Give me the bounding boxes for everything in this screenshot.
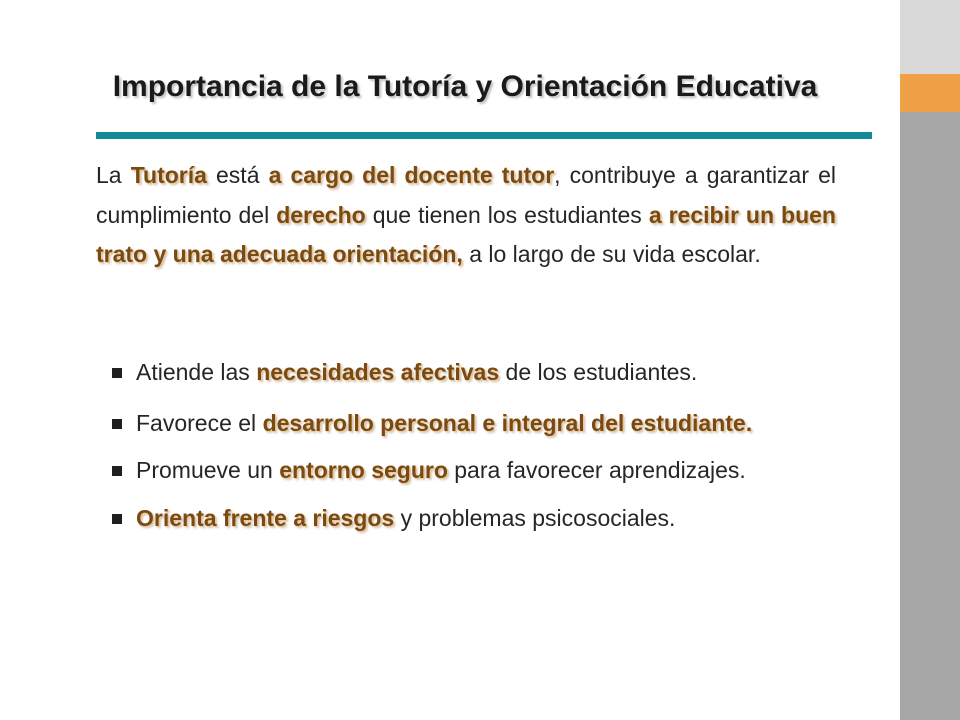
bullet-highlight: Orienta frente a riesgos (136, 505, 395, 531)
sidebar-light-block (900, 0, 960, 74)
bullet-list (110, 358, 836, 533)
bullet-text: Favorece el (136, 410, 263, 436)
list-item (110, 358, 836, 387)
intro-text: está (206, 162, 269, 188)
intro-highlight: Tutoría (130, 162, 207, 188)
square-bullet-icon (112, 466, 122, 476)
intro-highlight: a cargo del docente tutor (268, 162, 555, 188)
bullet-text: de los estudiantes. (499, 359, 698, 385)
list-item (110, 409, 836, 438)
bullet-highlight: desarrollo personal e integral del estudiante. (262, 410, 753, 436)
title-divider (96, 132, 872, 139)
intro-text: , contribuye a garantizar el cumplimiento del (96, 162, 843, 228)
bullet-text: y problemas psicosociales. (394, 505, 676, 531)
slide-title: Importancia de la Tutoría y Orientación Educativa (112, 70, 818, 103)
bullet-text: para favorecer aprendizajes. (447, 457, 746, 483)
intro-text: La (96, 162, 131, 188)
square-bullet-icon (112, 514, 122, 524)
intro-highlight: derecho (276, 201, 366, 228)
intro-highlight: a recibir un buen trato y una adecuada orientación, (96, 201, 843, 267)
intro-text: a lo largo de su vida escolar. (462, 241, 761, 267)
list-item (110, 456, 836, 485)
intro-paragraph (96, 156, 843, 275)
bullet-highlight: necesidades afectivas (256, 359, 500, 385)
list-item (110, 504, 836, 533)
bullet-text: Atiende las (136, 359, 257, 385)
intro-text: que tienen los estudiantes (365, 201, 649, 228)
square-bullet-icon (112, 368, 122, 378)
bullet-text: Promueve un (136, 457, 280, 483)
bullet-highlight: entorno seguro (279, 457, 448, 483)
square-bullet-icon (112, 419, 122, 429)
sidebar-dark-block (900, 112, 960, 720)
